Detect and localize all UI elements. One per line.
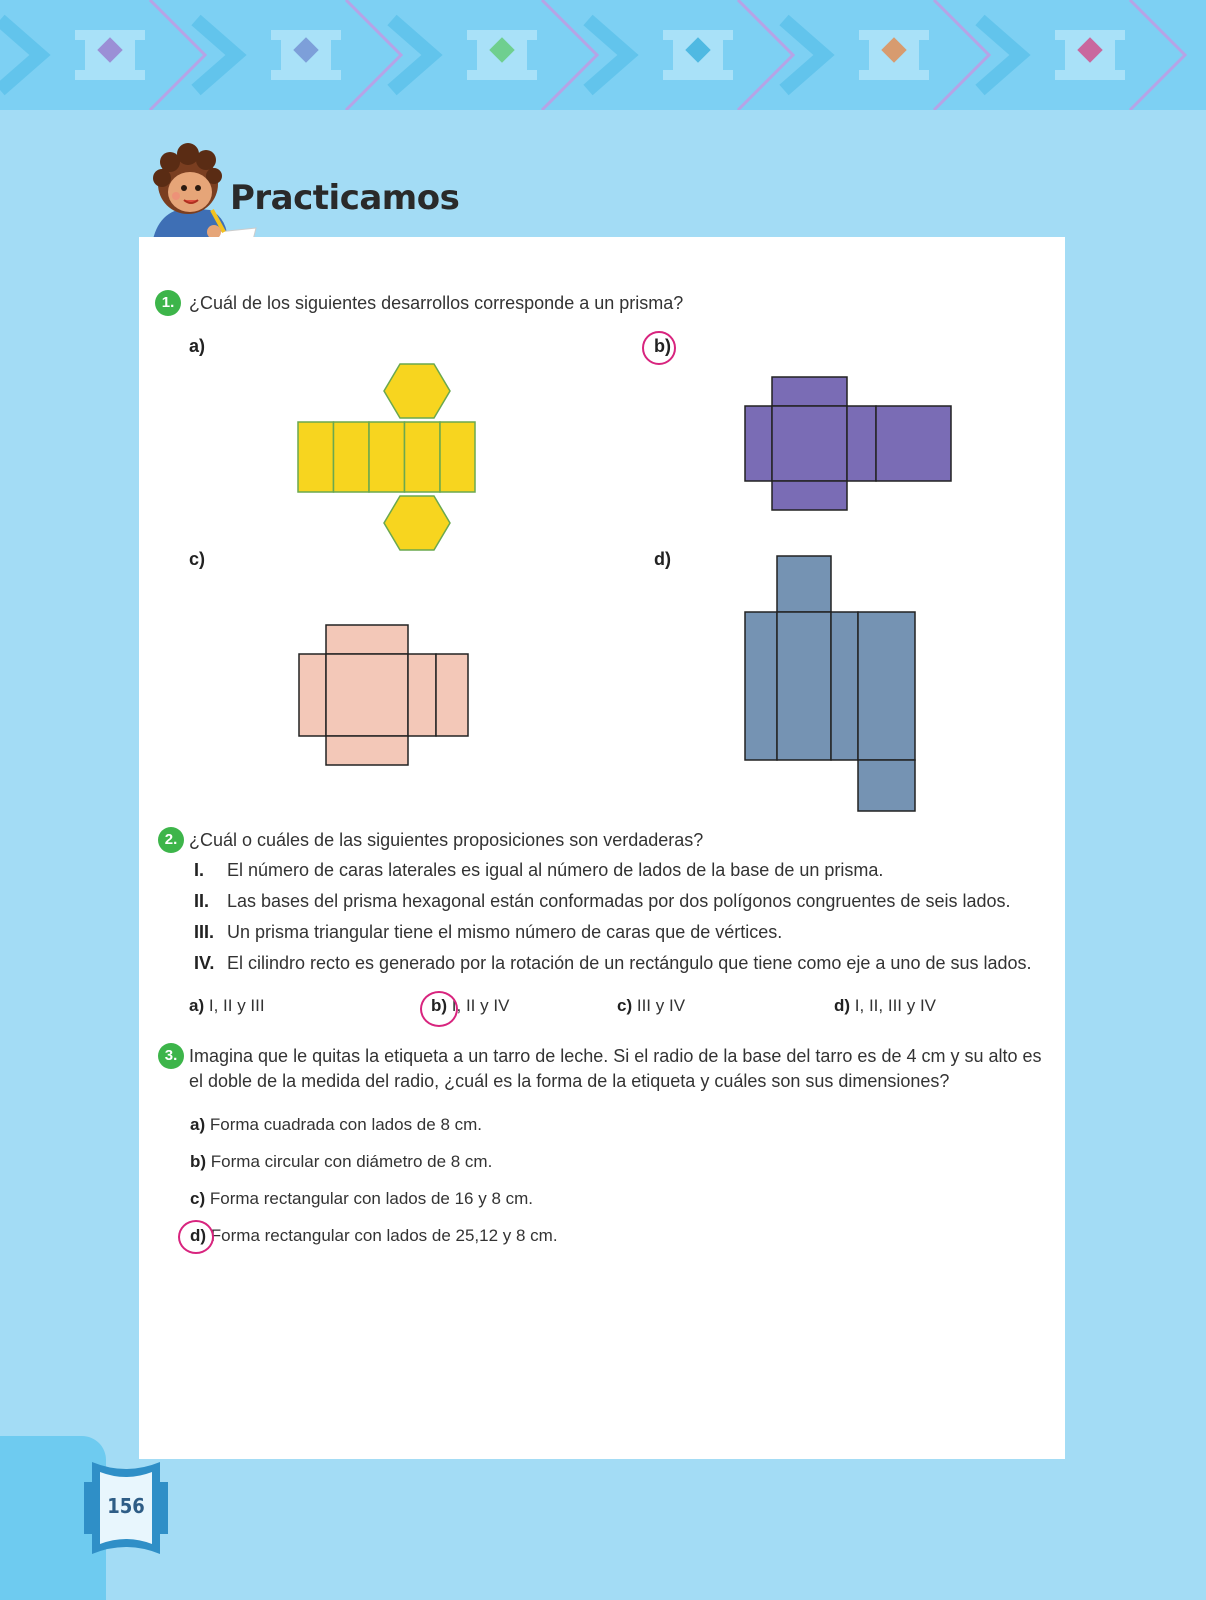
proposition-text: Un prisma triangular tiene el mismo número de caras que de vértices. xyxy=(227,922,783,942)
answer-text: I, II y IV xyxy=(451,996,510,1015)
option-text: Forma cuadrada con lados de 8 cm. xyxy=(209,1115,483,1134)
rectangular-prism-net-purple[interactable] xyxy=(744,376,952,512)
answer-circle-q2 xyxy=(420,991,458,1027)
proposition-text: El número de caras laterales es igual al número de lados de la base de un prisma. xyxy=(227,860,884,880)
q1-option-d-label[interactable]: d) xyxy=(654,549,671,569)
option-letter: d) xyxy=(190,1226,207,1245)
proposition-item xyxy=(194,922,1054,953)
answer-text: I, II, III y IV xyxy=(854,996,937,1015)
proposition-numeral: IV. xyxy=(194,953,215,973)
question-3-text-line2: el doble de la medida del radio, ¿cuál es la forma de la etiqueta y cuáles son sus dimensiones? xyxy=(189,1071,950,1091)
proposition-numeral: I. xyxy=(194,860,205,880)
option-letter: a) xyxy=(190,1115,206,1134)
question-2-badge: 2. xyxy=(158,827,184,853)
proposition-item xyxy=(194,891,1054,922)
q3-option-a[interactable] xyxy=(190,1115,482,1135)
answer-text: III y IV xyxy=(636,996,686,1015)
page-title: Practicamos xyxy=(230,178,460,218)
proposition-item xyxy=(194,860,1054,891)
option-letter: c) xyxy=(190,1189,206,1208)
proposition-text: Las bases del prisma hexagonal están conformadas por dos polígonos congruentes de seis lados. xyxy=(227,891,1011,911)
proposition-numeral: II. xyxy=(194,891,210,911)
q1-option-b-label[interactable]: b) xyxy=(654,336,671,356)
question-2-text: ¿Cuál o cuáles de las siguientes proposiciones son verdaderas? xyxy=(189,830,704,850)
q3-option-c[interactable] xyxy=(190,1189,533,1209)
proposition-numeral: III. xyxy=(194,922,215,942)
q1-option-c-label[interactable]: c) xyxy=(189,549,206,569)
hexagonal-prism-net[interactable] xyxy=(296,362,476,552)
answer-text: I, II y III xyxy=(208,996,265,1015)
question-3-badge: 3. xyxy=(158,1043,184,1069)
q2-answer-c[interactable] xyxy=(617,996,685,1016)
answer-letter: a) xyxy=(189,996,205,1015)
option-letter: b) xyxy=(190,1152,207,1171)
option-text: Forma rectangular con lados de 16 y 8 cm. xyxy=(209,1189,534,1208)
answer-letter: c) xyxy=(617,996,633,1015)
decorative-banner xyxy=(0,0,1206,110)
q3-option-d[interactable] xyxy=(190,1226,558,1246)
option-text: Forma circular con diámetro de 8 cm. xyxy=(210,1152,493,1171)
answer-letter: b) xyxy=(431,996,448,1015)
propositions-list xyxy=(194,860,1054,984)
question-1-text: ¿Cuál de los siguientes desarrollos corresponde a un prisma? xyxy=(189,293,684,313)
rectangular-prism-net-pink[interactable] xyxy=(298,624,470,766)
question-3-text-line1: Imagina que le quitas la etiqueta a un tarro de leche. Si el radio de la base del tarro es de 4 cm y su alto es xyxy=(189,1046,1042,1066)
answer-circle-q3 xyxy=(178,1220,214,1254)
answer-circle-q1 xyxy=(642,331,676,365)
irregular-net-slate[interactable] xyxy=(744,555,920,813)
q2-answer-a[interactable] xyxy=(189,996,265,1016)
answer-letter: d) xyxy=(834,996,851,1015)
page-number: 156 xyxy=(107,1494,145,1518)
proposition-item xyxy=(194,953,1054,984)
q2-answer-d[interactable] xyxy=(834,996,936,1016)
q3-option-b[interactable] xyxy=(190,1152,492,1172)
question-1-badge: 1. xyxy=(155,290,181,316)
q1-option-a-label[interactable]: a) xyxy=(189,336,206,356)
option-text: Forma rectangular con lados de 25,12 y 8 cm. xyxy=(210,1226,558,1245)
proposition-text: El cilindro recto es generado por la rotación de un rectángulo que tiene como eje a uno de sus lados. xyxy=(227,953,1032,973)
